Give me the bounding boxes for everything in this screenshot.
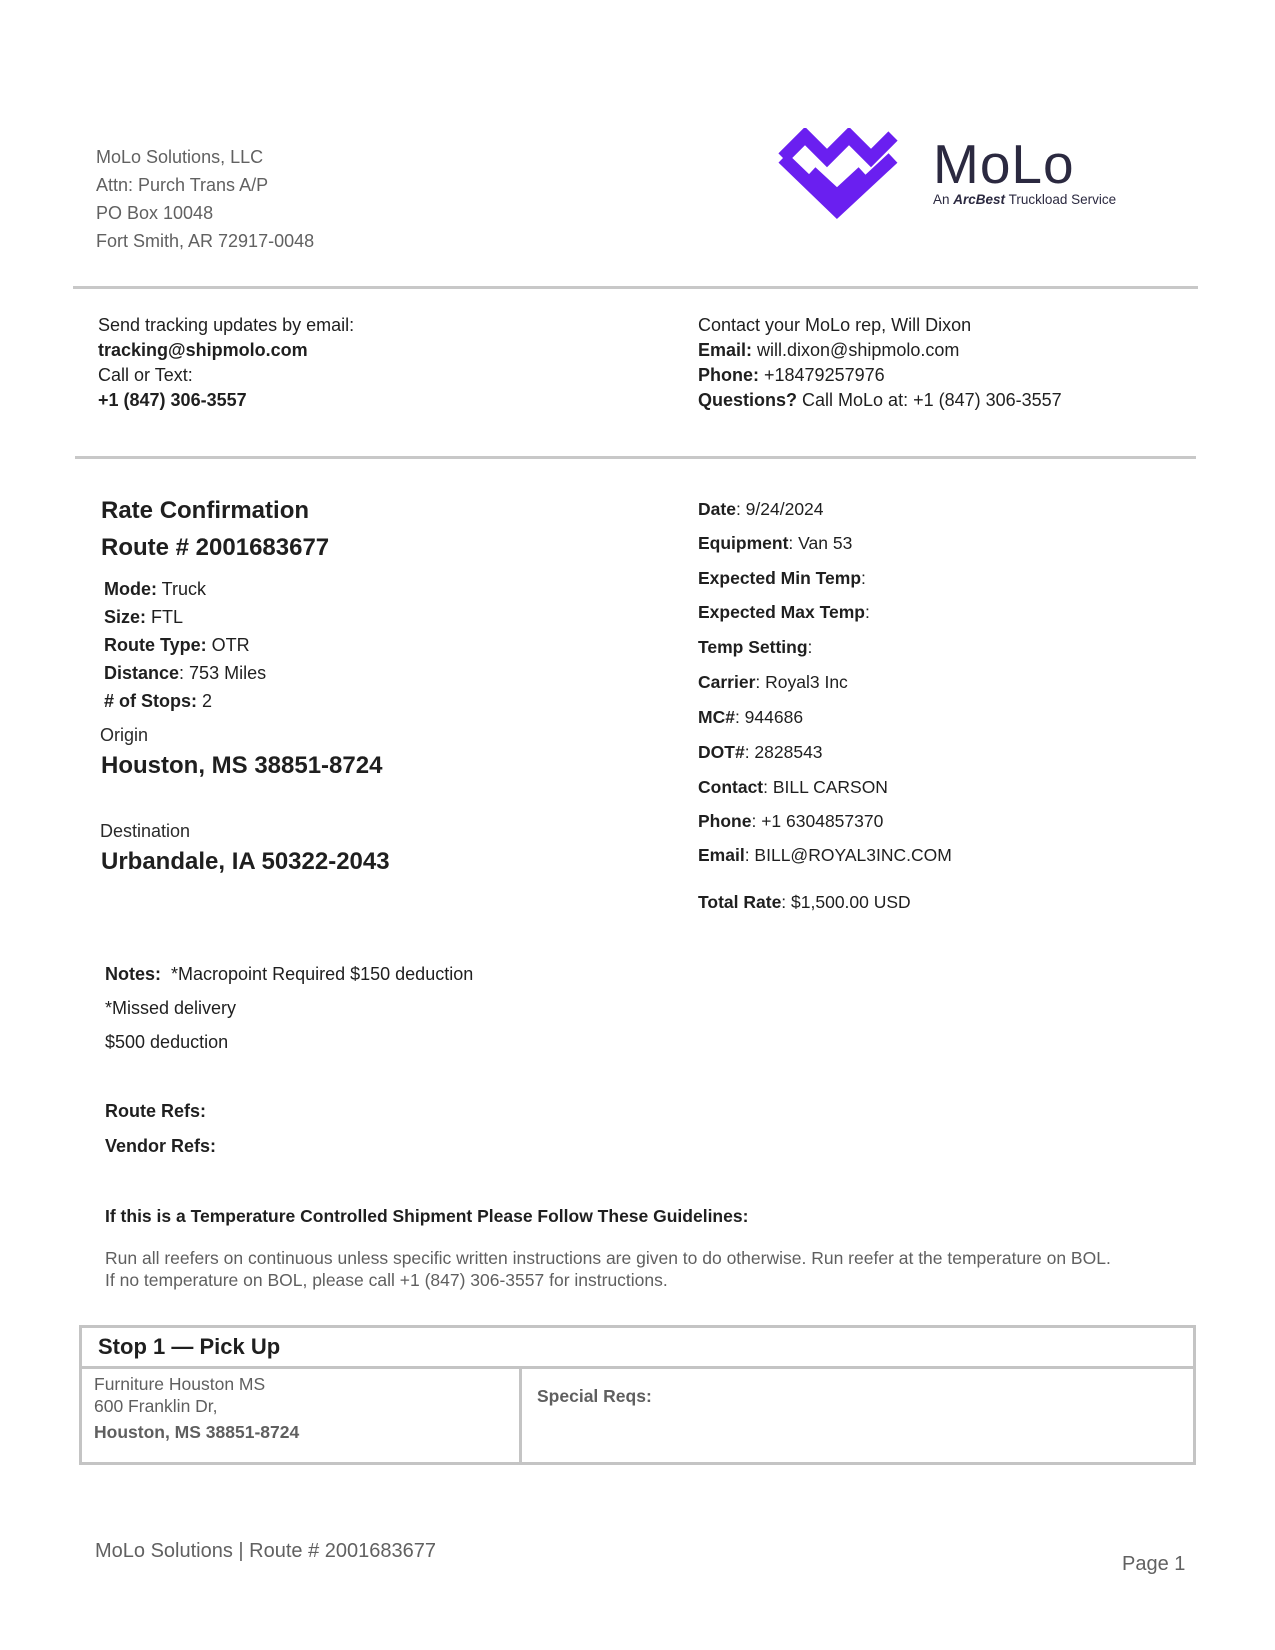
stop-1-city: Houston, MS 38851-8724 (94, 1422, 300, 1442)
destination-city: Urbandale, IA 50322-2043 (101, 848, 390, 875)
email-label: Email (698, 845, 745, 865)
rep-phone-row (698, 363, 1062, 388)
route-type-value: OTR (206, 635, 250, 655)
max-temp-row (698, 602, 870, 623)
min-temp-row (698, 568, 866, 589)
guidelines-text (105, 1247, 1195, 1291)
route-refs-label: Route Refs: (105, 1101, 207, 1121)
footer-route: MoLo Solutions | Route # 2001683677 (95, 1540, 437, 1562)
doc-title: Rate Confirmation (101, 497, 310, 524)
mode-value: Truck (157, 579, 207, 599)
distance-value: : 753 Miles (179, 663, 267, 683)
phone-value[interactable]: : +1 6304857370 (751, 811, 884, 831)
equipment-label: Equipment (698, 533, 789, 553)
carrier-row (698, 672, 848, 693)
distance-label: Distance (104, 663, 180, 683)
logo-wordmark: MoLo (933, 133, 1075, 195)
logo-tagline (933, 192, 1116, 207)
rep-contact (698, 313, 1062, 413)
phone-label: Phone (698, 811, 752, 831)
rep-email[interactable]: will.dixon@shipmolo.com (752, 340, 960, 360)
rep-intro: Contact your MoLo rep, Will Dixon (698, 315, 972, 335)
contact-row (698, 777, 888, 798)
tracking-phone[interactable]: +1 (847) 306-3557 (98, 390, 247, 410)
rep-email-label: Email: (698, 340, 753, 360)
guidelines-line-2: If no temperature on BOL, please call +1 (847) 306-3557 for instructions. (105, 1270, 668, 1290)
min-temp-value: : (861, 568, 866, 588)
tagline-brand: ArcBest (953, 192, 1006, 207)
molo-mark-icon (775, 128, 905, 220)
tracking-email-label: Send tracking updates by email: (98, 315, 355, 335)
origin-label: Origin (100, 725, 149, 745)
rep-phone[interactable]: +18479257976 (759, 365, 885, 385)
route-type-label: Route Type: (104, 635, 207, 655)
mc-row (698, 707, 803, 728)
temp-setting-row (698, 637, 812, 658)
stop-1-title: Stop 1 — Pick Up (98, 1334, 281, 1359)
sender-address (96, 143, 314, 255)
date-label: Date (698, 499, 736, 519)
carrier-value: : Royal3 Inc (755, 672, 848, 692)
date-value: : 9/24/2024 (735, 499, 824, 519)
temp-setting-value: : (807, 637, 813, 657)
contact-divider (75, 456, 1196, 459)
rep-questions: Call MoLo at: +1 (847) 306-3557 (797, 390, 1062, 410)
max-temp-value: : (864, 602, 870, 622)
route-info (104, 575, 266, 715)
equipment-value: : Van 53 (788, 533, 853, 553)
stop-1-name: Furniture Houston MS (94, 1374, 266, 1394)
guidelines-line-1: Run all reefers on continuous unless specific written instructions are given to do otherwise. Run reefer at the temperature on BOL. (105, 1248, 1111, 1268)
rep-phone-label: Phone: (698, 365, 759, 385)
dot-label: DOT# (698, 742, 745, 762)
route-type-row (104, 631, 266, 659)
total-rate-label: Total Rate (698, 892, 782, 912)
size-value: FTL (146, 607, 184, 627)
sender-line: Fort Smith, AR 72917-0048 (96, 231, 315, 251)
origin-city: Houston, MS 38851-8724 (101, 752, 383, 779)
total-rate-row (698, 892, 911, 913)
stops-value: 2 (197, 691, 213, 711)
guidelines-heading: If this is a Temperature Controlled Shipment Please Follow These Guidelines: (105, 1206, 749, 1226)
tagline-suffix: Truckload Service (1008, 192, 1117, 207)
header-divider (73, 286, 1198, 289)
dot-value: : 2828543 (744, 742, 823, 762)
dot-row (698, 742, 823, 763)
stop-1-column-divider (519, 1369, 522, 1462)
stop-1-street: 600 Franklin Dr, (94, 1396, 218, 1416)
temp-setting-label: Temp Setting (698, 637, 808, 657)
email-row (698, 845, 952, 866)
total-rate-value: : $1,500.00 USD (781, 892, 911, 912)
distance-row (104, 659, 266, 687)
notes-line-3: $500 deduction (105, 1032, 229, 1052)
max-temp-label: Expected Max Temp (698, 602, 865, 622)
molo-logo (775, 128, 1155, 223)
stop-1-header (82, 1328, 1193, 1369)
tracking-email[interactable]: tracking@shipmolo.com (98, 340, 308, 360)
contact-label: Contact (698, 777, 764, 797)
mode-row (104, 575, 266, 603)
size-row (104, 603, 266, 631)
carrier-label: Carrier (698, 672, 756, 692)
doc-route-number: Route # 2001683677 (101, 534, 330, 561)
stops-row (104, 687, 266, 715)
size-label: Size: (104, 607, 147, 627)
mc-label: MC# (698, 707, 735, 727)
mode-label: Mode: (104, 579, 157, 599)
phone-row (698, 811, 883, 832)
stops-label: # of Stops: (104, 691, 197, 711)
tracking-phone-label: Call or Text: (98, 365, 193, 385)
tracking-contact (98, 313, 354, 413)
notes-line-2: *Missed delivery (105, 998, 237, 1018)
rep-email-row (698, 338, 1062, 363)
stop-1-special-reqs: Special Reqs: (537, 1386, 652, 1406)
date-row (698, 499, 824, 520)
equipment-row (698, 533, 852, 554)
notes-row (105, 964, 473, 985)
notes-label: Notes: (105, 964, 162, 984)
vendor-refs-label: Vendor Refs: (105, 1136, 217, 1156)
stop-1-address (94, 1373, 299, 1443)
destination-label: Destination (100, 821, 191, 841)
min-temp-label: Expected Min Temp (698, 568, 862, 588)
tagline-prefix: An (933, 192, 950, 207)
contact-value: : BILL CARSON (763, 777, 888, 797)
sender-line: MoLo Solutions, LLC (96, 147, 264, 167)
sender-line: PO Box 10048 (96, 203, 214, 223)
sender-line: Attn: Purch Trans A/P (96, 175, 269, 195)
footer-page-number: Page 1 (1122, 1553, 1186, 1575)
rep-questions-label: Questions? (698, 390, 798, 410)
email-value[interactable]: : BILL@ROYAL3INC.COM (744, 845, 952, 865)
notes-line-1: *Macropoint Required $150 deduction (161, 964, 474, 984)
stop-1-box (79, 1325, 1196, 1465)
rep-questions-row (698, 388, 1062, 413)
mc-value: : 944686 (734, 707, 804, 727)
